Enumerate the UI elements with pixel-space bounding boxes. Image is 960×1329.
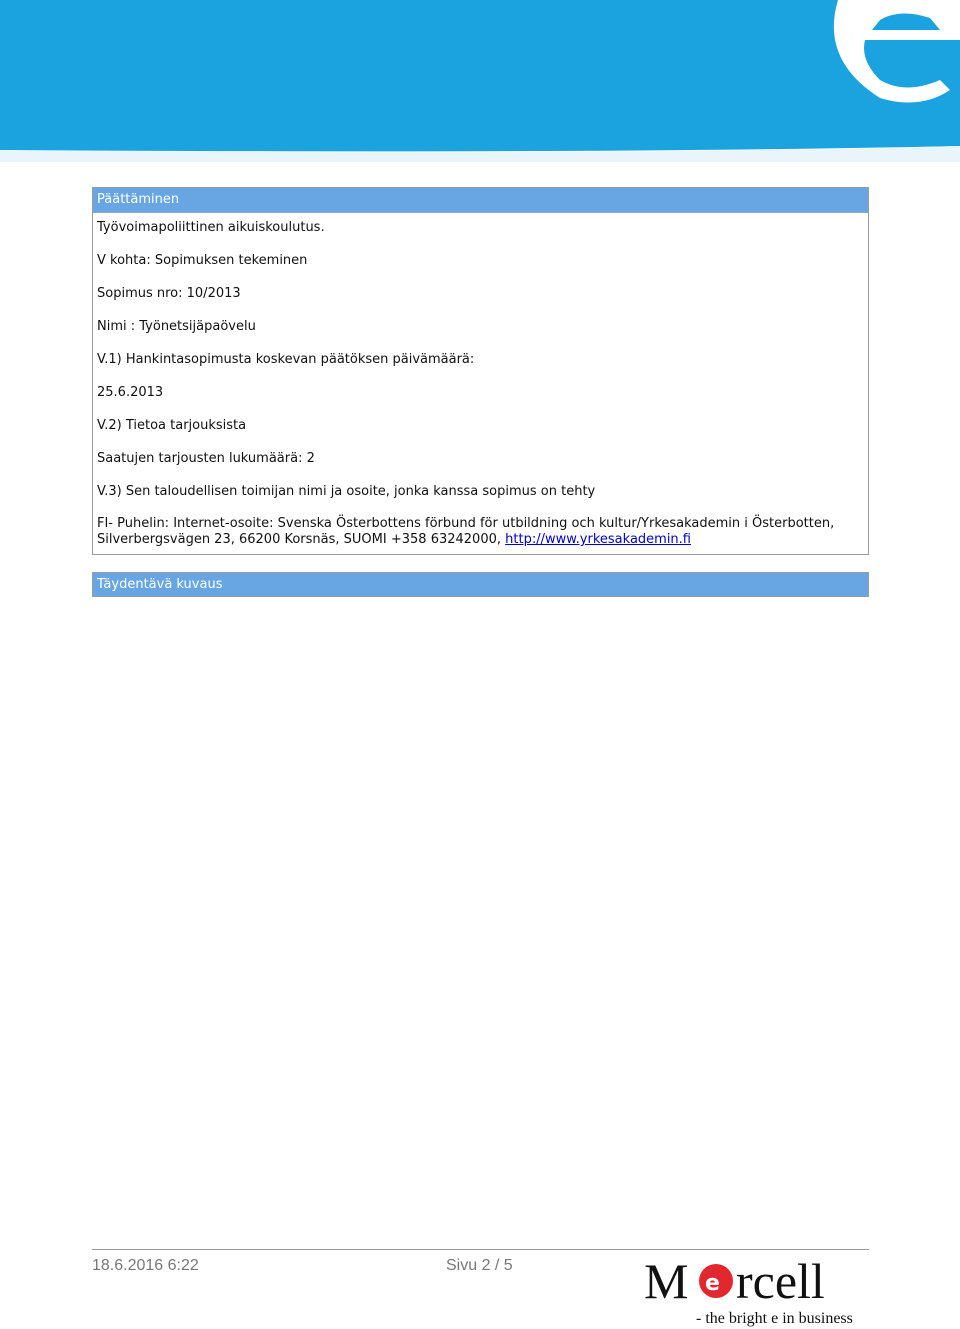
contractor-website-link[interactable]: http://www.yrkesakademin.fi bbox=[505, 532, 691, 547]
footer-page-number: Sivu 2 / 5 bbox=[446, 1257, 513, 1274]
text-line: Työvoimapoliittinen aikuiskoulutus. bbox=[97, 220, 325, 235]
header-banner bbox=[0, 0, 960, 162]
section-paattaminen bbox=[92, 187, 869, 555]
text-line: V.2) Tietoa tarjouksista bbox=[97, 418, 247, 433]
logo-m: M bbox=[644, 1254, 689, 1309]
text-line: V.1) Hankintasopimusta koskevan päätöksen päivämäärä: bbox=[97, 352, 475, 367]
contractor-address bbox=[97, 514, 864, 548]
section-body bbox=[93, 213, 868, 554]
section-taydentava-kuvaus bbox=[92, 572, 869, 597]
footer-divider bbox=[92, 1249, 869, 1250]
section-title: Päättäminen bbox=[93, 188, 868, 213]
header-blue-band bbox=[0, 0, 960, 151]
logo-rcell: rcell bbox=[736, 1254, 825, 1309]
text-line: Sopimus nro: 10/2013 bbox=[97, 286, 241, 301]
text-line: V.3) Sen taloudellisen toimijan nimi ja osoite, jonka kanssa sopimus on tehty bbox=[97, 484, 596, 499]
marcell-logo bbox=[644, 1254, 866, 1329]
text-line: Saatujen tarjousten lukumäärä: 2 bbox=[97, 451, 315, 466]
section-title: Täydentävä kuvaus bbox=[93, 573, 868, 596]
text-line: V kohta: Sopimuksen tekeminen bbox=[97, 253, 308, 268]
contractor-text: FI- Puhelin: Internet-osoite: Svenska Österbottens förbund för utbildning och kultur/Yrkesakademin i Österbotten, Silverbergsvägen 23, 66200 Korsnäs, SUOMI +358 63242000, bbox=[97, 516, 835, 547]
footer-timestamp: 18.6.2016 6:22 bbox=[92, 1257, 199, 1274]
text-line: Nimi : Työnetsijäpaövelu bbox=[97, 319, 256, 334]
text-line: 25.6.2013 bbox=[97, 385, 164, 400]
logo-tagline: - the bright e in business bbox=[696, 1310, 853, 1327]
logo-e: e bbox=[705, 1271, 720, 1296]
